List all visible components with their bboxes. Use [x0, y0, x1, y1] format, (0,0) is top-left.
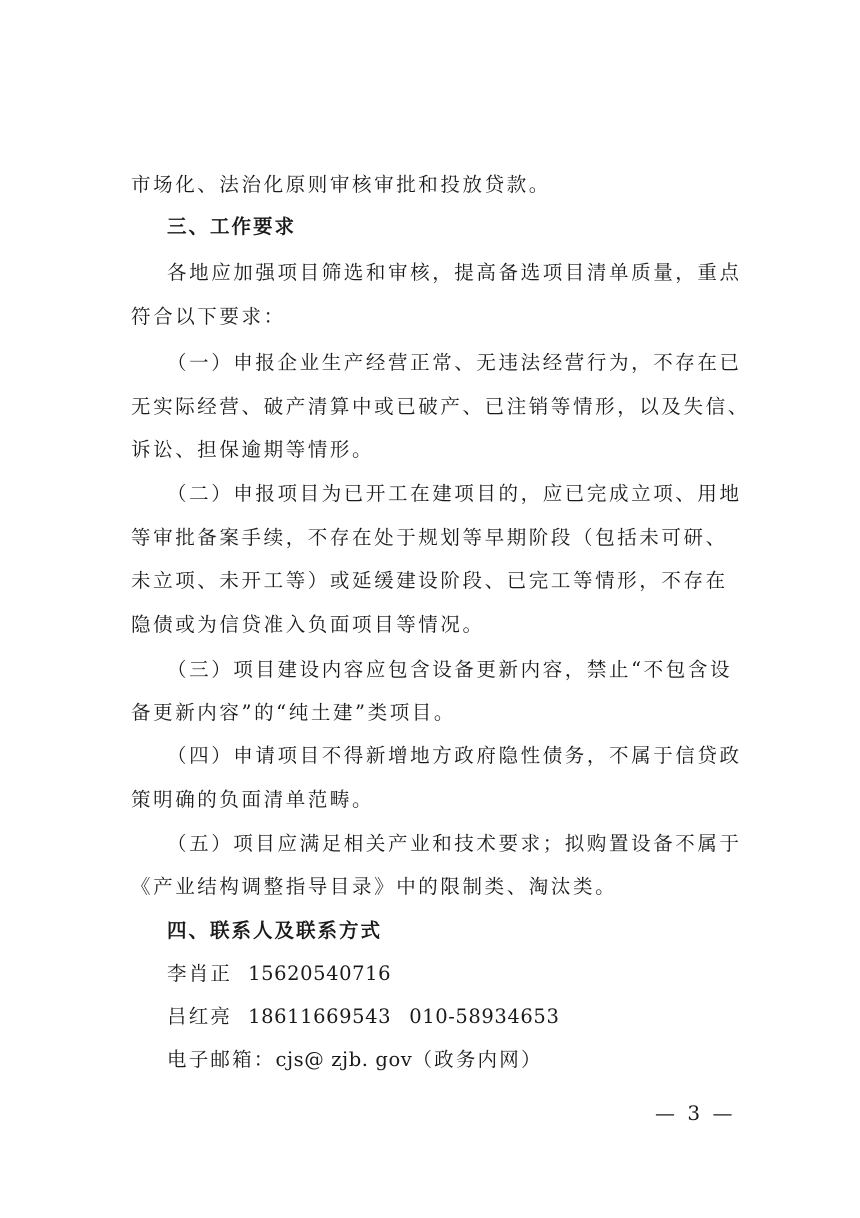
page-number: — 3 —	[655, 1101, 736, 1125]
item-5-line-2: 《产业结构调整指导目录》中的限制类、淘汰类。	[131, 875, 618, 898]
contact-name: 吕红亮	[167, 1005, 233, 1028]
contact-phone: 15620540716	[248, 962, 392, 985]
section-3-lead-line-1: 各地应加强项目筛选和审核，提高备选项目清单质量，重点	[167, 261, 742, 284]
item-1-line-3: 诉讼、担保逾期等情形。	[131, 438, 375, 461]
contact-name: 李肖正	[167, 962, 233, 985]
item-2-line-4: 隐债或为信贷准入负面项目等情况。	[131, 613, 485, 636]
contact-row-2	[167, 1003, 559, 1031]
item-2-line-2: 等审批备案手续，不存在处于规划等早期阶段（包括未可研、	[131, 526, 728, 549]
intro-tail-line: 市场化、法治化原则审核审批和投放贷款。	[131, 173, 551, 196]
email-label: 电子邮箱：	[167, 1048, 276, 1071]
section-3-lead-line-2: 符合以下要求：	[131, 305, 286, 328]
email-address: cjs@ zjb. gov	[275, 1048, 413, 1071]
item-2-line-3: 未立项、未开工等）或延缓建设阶段、已完工等情形，不存在	[131, 569, 728, 592]
item-4-line-1: （四）申请项目不得新增地方政府隐性债务，不属于信贷政	[167, 744, 742, 767]
section-4-heading: 四、联系人及联系方式	[167, 919, 383, 942]
item-1-line-1: （一）申报企业生产经营正常、无违法经营行为，不存在已	[167, 351, 742, 374]
contact-phone: 18611669543	[248, 1005, 392, 1028]
item-1-line-2: 无实际经营、破产清算中或已破产、已注销等情形，以及失信、	[131, 395, 750, 418]
contact-phone-secondary: 010-58934653	[409, 1005, 560, 1028]
item-5-line-1: （五）项目应满足相关产业和技术要求；拟购置设备不属于	[167, 832, 742, 855]
item-3-line-1: （三）项目建设内容应包含设备更新内容，禁止“不包含设	[167, 658, 733, 681]
contact-row-1	[167, 960, 391, 988]
item-4-line-2: 策明确的负面清单范畴。	[131, 788, 375, 811]
item-3-line-2: 备更新内容”的“纯土建”类项目。	[131, 701, 457, 724]
section-3-heading: 三、工作要求	[167, 215, 297, 238]
email-row	[167, 1046, 543, 1074]
email-note: （政务内网）	[412, 1048, 543, 1071]
item-2-line-1: （二）申报项目为已开工在建项目的，应已完成立项、用地	[167, 482, 742, 505]
